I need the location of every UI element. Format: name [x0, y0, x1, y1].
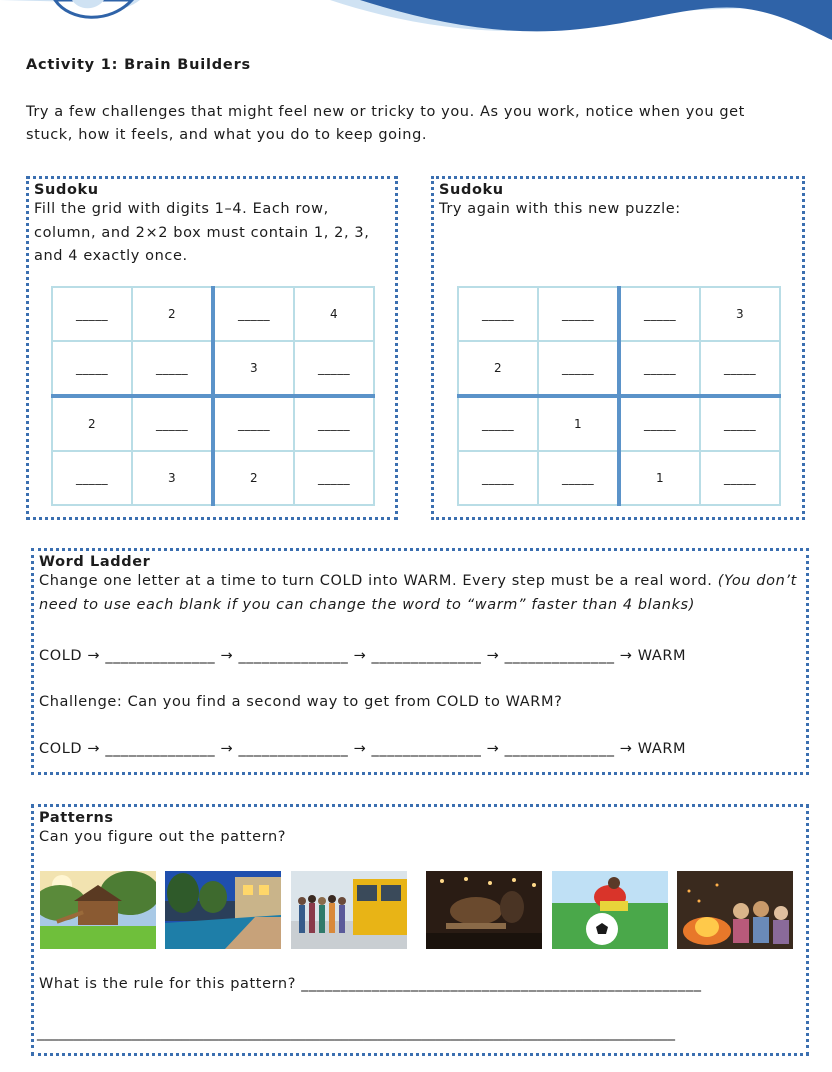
- sudoku-cell[interactable]: _____: [538, 287, 619, 341]
- ladder-arrow: →: [353, 741, 367, 757]
- school-bus-photo: [291, 871, 407, 949]
- ladder-blank[interactable]: ______________: [504, 741, 615, 757]
- sudoku-cell[interactable]: _____: [538, 341, 619, 396]
- sudoku-cell[interactable]: 4: [294, 287, 374, 341]
- sudoku-2-title: Sudoku: [439, 182, 504, 198]
- sudoku-cell[interactable]: _____: [619, 341, 700, 396]
- patterns-box: [31, 804, 809, 1056]
- pool-photo: [165, 871, 281, 949]
- sudoku-cell[interactable]: 1: [619, 451, 700, 505]
- sudoku-cell[interactable]: _____: [52, 451, 132, 505]
- ladder-blank[interactable]: ______________: [371, 648, 482, 664]
- sudoku-cell[interactable]: 3: [700, 287, 780, 341]
- sudoku-2-instructions: Try again with this new puzzle:: [439, 201, 681, 217]
- ladder-blank[interactable]: ______________: [105, 741, 216, 757]
- sudoku-cell[interactable]: 3: [132, 451, 213, 505]
- sudoku-cell[interactable]: _____: [213, 396, 294, 451]
- campfire-photo: [677, 871, 793, 949]
- pattern-rule-row: [39, 976, 702, 992]
- sudoku-cell[interactable]: _____: [213, 287, 294, 341]
- sudoku-cell[interactable]: 2: [52, 396, 132, 451]
- activity-intro: Try a few challenges that might feel new or tricky to you. As you work, notice when you get stuck, how it feels, and what you do to keep going.: [26, 104, 745, 143]
- sudoku-cell[interactable]: _____: [458, 287, 538, 341]
- patterns-question: Can you figure out the pattern?: [39, 829, 287, 845]
- restaurant-photo: [426, 871, 542, 949]
- sudoku-cell[interactable]: _____: [700, 341, 780, 396]
- ladder-arrow: →: [220, 741, 234, 757]
- ladder-arrow: →: [353, 648, 367, 664]
- sudoku-cell[interactable]: _____: [294, 451, 374, 505]
- patterns-title: Patterns: [39, 810, 114, 826]
- sudoku-1-instructions: Fill the grid with digits 1–4. Each row, column, and 2×2 box must contain 1, 2, 3, and 4 exactly once.: [34, 201, 370, 264]
- sudoku-cell[interactable]: _____: [132, 396, 213, 451]
- ladder-arrow: →: [486, 741, 500, 757]
- ladder-end-word: → WARM: [619, 648, 687, 664]
- sudoku-cell[interactable]: 3: [213, 341, 294, 396]
- sudoku-cell[interactable]: _____: [132, 341, 213, 396]
- sudoku-1-title: Sudoku: [34, 182, 99, 198]
- word-ladder-instructions: [39, 570, 799, 617]
- sudoku-cell[interactable]: 2: [132, 287, 213, 341]
- word-ladder-challenge: Challenge: Can you find a second way to get from COLD to WARM?: [39, 694, 563, 710]
- sudoku-2-grid: [457, 286, 781, 506]
- ladder-arrow: →: [486, 648, 500, 664]
- pattern-rule-blank[interactable]: ___________________________________________________: [301, 976, 702, 992]
- ladder-blank[interactable]: ______________: [238, 648, 349, 664]
- ladder-blank[interactable]: ______________: [238, 741, 349, 757]
- sudoku-cell[interactable]: _____: [294, 396, 374, 451]
- ladder-start-word: COLD →: [39, 648, 101, 664]
- sudoku-box-1: [26, 176, 398, 520]
- sudoku-cell[interactable]: _____: [619, 396, 700, 451]
- playground-photo: [40, 871, 156, 949]
- sudoku-cell[interactable]: _____: [52, 287, 132, 341]
- sudoku-cell[interactable]: _____: [458, 396, 538, 451]
- ladder-end-word: → WARM: [619, 741, 687, 757]
- header-wave-graphic: [0, 0, 832, 60]
- ladder-blank[interactable]: ______________: [504, 648, 615, 664]
- sudoku-cell[interactable]: _____: [538, 451, 619, 505]
- ladder-start-word: COLD →: [39, 741, 101, 757]
- pattern-rule-prompt: What is the rule for this pattern?: [39, 976, 297, 992]
- sudoku-cell[interactable]: 1: [538, 396, 619, 451]
- activity-title: Activity 1: Brain Builders: [26, 57, 251, 73]
- ladder-arrow: →: [220, 648, 234, 664]
- word-ladder-row-2: [39, 741, 686, 757]
- pattern-answer-line[interactable]: ________________________________________________________________________________________: [37, 1025, 675, 1041]
- sudoku-cell[interactable]: 2: [458, 341, 538, 396]
- word-ladder-text: Change one letter at a time to turn COLD into WARM. Every step must be a real word.: [39, 573, 713, 589]
- sudoku-box-2: [431, 176, 805, 520]
- sudoku-cell[interactable]: 2: [213, 451, 294, 505]
- word-ladder-title: Word Ladder: [39, 554, 151, 570]
- ladder-blank[interactable]: ______________: [105, 648, 216, 664]
- word-ladder-note: (You don’t need to use each blank if you can change the word to “warm” faster than 4 blanks): [39, 573, 797, 613]
- sudoku-cell[interactable]: _____: [700, 396, 780, 451]
- word-ladder-row-1: [39, 648, 686, 664]
- soccer-photo: [552, 871, 668, 949]
- sudoku-cell[interactable]: _____: [619, 287, 700, 341]
- sudoku-cell[interactable]: _____: [700, 451, 780, 505]
- word-ladder-box: [31, 548, 809, 775]
- sudoku-cell[interactable]: _____: [52, 341, 132, 396]
- sudoku-1-grid: [51, 286, 375, 506]
- sudoku-cell[interactable]: _____: [458, 451, 538, 505]
- sudoku-cell[interactable]: _____: [294, 341, 374, 396]
- ladder-blank[interactable]: ______________: [371, 741, 482, 757]
